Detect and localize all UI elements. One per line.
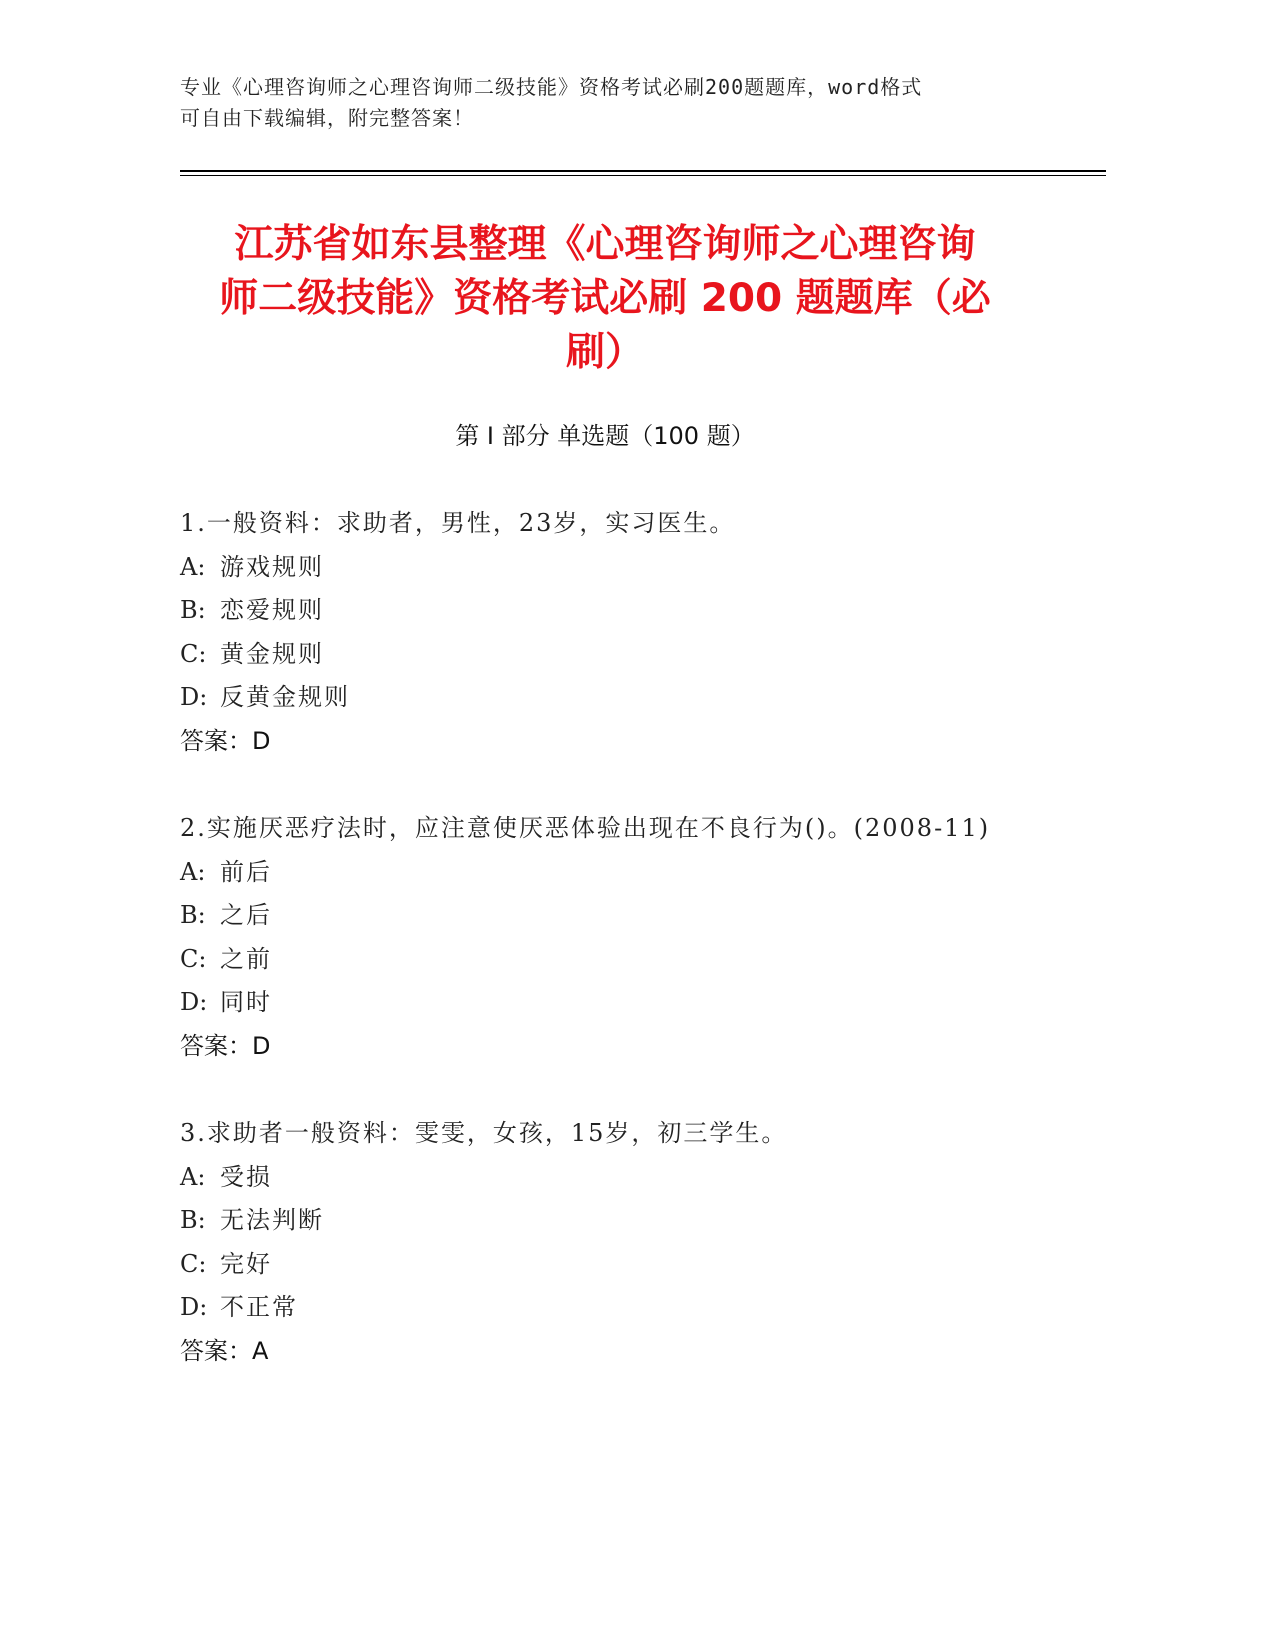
- option-letter: D:: [180, 988, 208, 1016]
- option-text: 同时: [220, 988, 272, 1016]
- option-text: 受损: [220, 1162, 272, 1191]
- answer-line: 答案：A: [180, 1336, 269, 1365]
- option-text: 不正常: [220, 1293, 298, 1321]
- option-letter: A:: [180, 857, 206, 886]
- option-letter: B:: [180, 901, 206, 929]
- option-text: 反黄金规则: [220, 683, 350, 711]
- document-title-line-1: 江苏省如东县整理《心理咨询师之心理咨询: [234, 222, 976, 267]
- question-stem: 1.一般资料：求助者，男性，23岁，实习医生。: [180, 509, 736, 537]
- option-letter: C:: [180, 639, 207, 668]
- option-text: 恋爱规则: [220, 596, 324, 624]
- option-text: 前后: [220, 857, 272, 886]
- question-2: [180, 813, 1080, 1074]
- option-text: 黄金规则: [220, 639, 324, 668]
- option-text: 无法判断: [220, 1206, 324, 1234]
- option-b: [180, 595, 1080, 639]
- question-3: [180, 1118, 1080, 1379]
- answer-line: 答案：D: [180, 726, 271, 755]
- option-c: [180, 1249, 1080, 1293]
- header-divider-thin: [180, 175, 1106, 176]
- option-letter: A:: [180, 552, 206, 581]
- option-c: [180, 944, 1080, 988]
- option-d: [180, 1292, 1080, 1336]
- option-letter: C:: [180, 1249, 207, 1278]
- question-stem: 3.求助者一般资料：雯雯，女孩，15岁，初三学生。: [180, 1119, 788, 1147]
- option-text: 之前: [220, 944, 272, 973]
- option-d: [180, 682, 1080, 726]
- section-title: 第 I 部分 单选题（100 题）: [455, 422, 755, 450]
- option-a: [180, 552, 1080, 596]
- header-note-line-1: 专业《心理咨询师之心理咨询师二级技能》资格考试必刷200题题库，word格式: [180, 75, 923, 99]
- option-b: [180, 1205, 1080, 1249]
- option-d: [180, 987, 1080, 1031]
- option-letter: A:: [180, 1162, 206, 1191]
- option-a: [180, 1162, 1080, 1206]
- header-note: [180, 72, 1030, 134]
- answer-line: 答案：D: [180, 1031, 271, 1060]
- document-title-line-3: 刷）: [565, 330, 644, 375]
- option-letter: D:: [180, 683, 208, 711]
- option-letter: C:: [180, 944, 207, 973]
- option-text: 之后: [220, 901, 272, 929]
- question-stem: 2.实施厌恶疗法时，应注意使厌恶体验出现在不良行为()。(2008-11): [180, 814, 991, 842]
- option-a: [180, 857, 1080, 901]
- option-letter: B:: [180, 596, 206, 624]
- header-note-line-2: 可自由下载编辑，附完整答案！: [180, 106, 474, 130]
- document-title-line-2: 师二级技能》资格考试必刷 200 题题库（必: [219, 276, 991, 321]
- option-letter: B:: [180, 1206, 206, 1234]
- header-divider-thick: [180, 170, 1106, 172]
- option-letter: D:: [180, 1293, 208, 1321]
- option-text: 完好: [220, 1249, 272, 1278]
- option-c: [180, 639, 1080, 683]
- document-title: [180, 218, 1030, 380]
- option-b: [180, 900, 1080, 944]
- option-text: 游戏规则: [220, 552, 324, 581]
- question-1: [180, 508, 1080, 769]
